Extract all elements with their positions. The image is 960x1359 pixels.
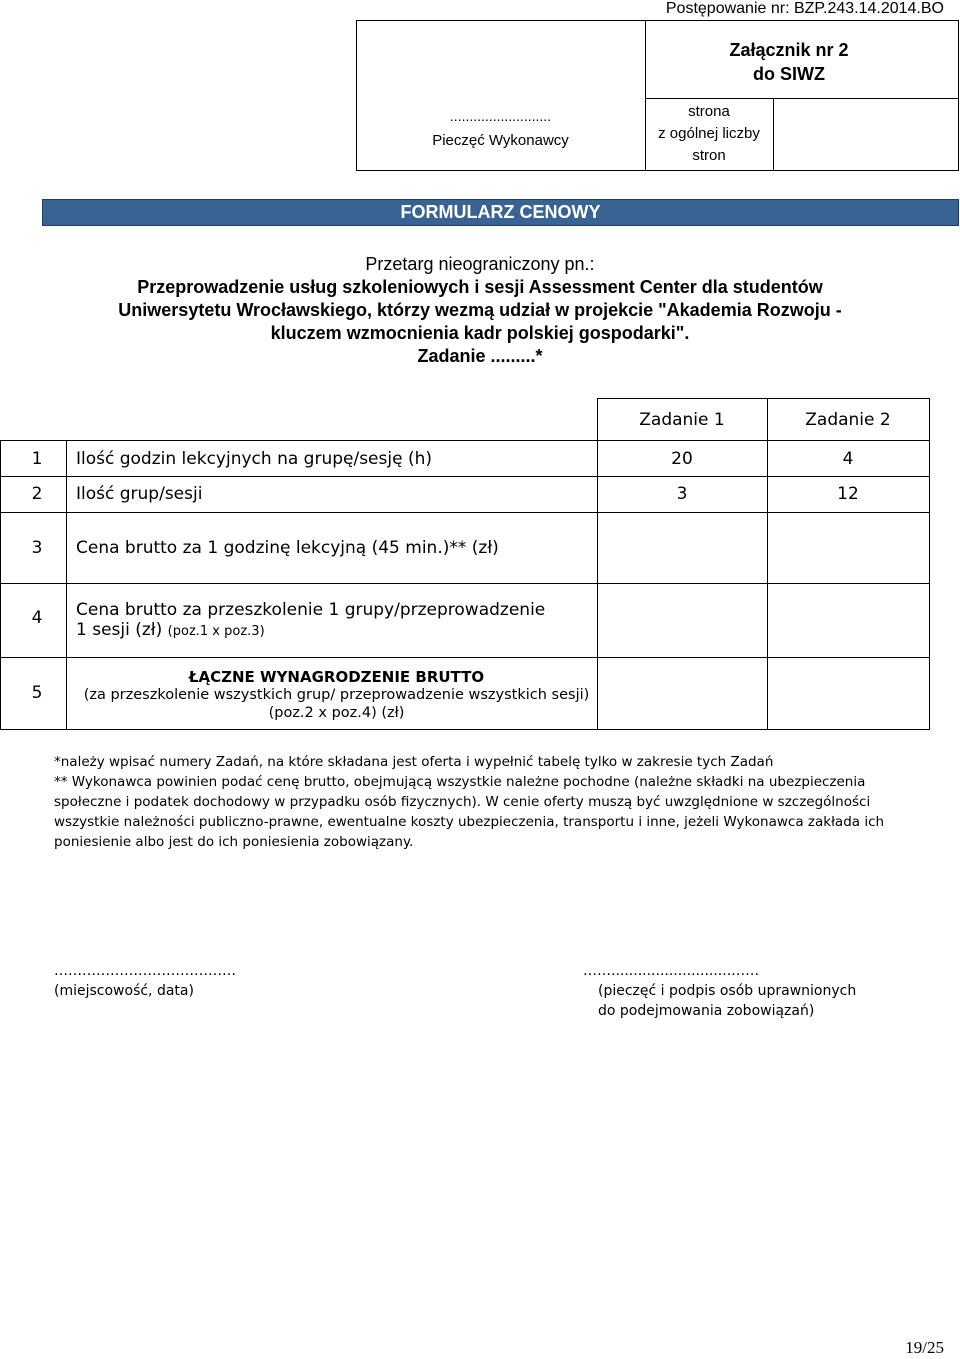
footnote-line: wszystkie należności publiczno-prawne, ewentualne koszty ubezpieczenia, transportu i inne, jeżeli Wykonawca zakłada ich <box>54 814 885 830</box>
header-divider <box>773 98 774 171</box>
row-value: 12 <box>837 484 859 504</box>
row-value: 20 <box>671 449 693 469</box>
case-number: Postępowanie nr: BZP.243.14.2014.BO <box>665 0 944 17</box>
row-label: Ilość godzin lekcyjnych na grupę/sesję (h) <box>76 449 432 469</box>
row-number: 5 <box>31 683 43 703</box>
footnote-line: społeczne i podatek dochodowy w przypadku osób fizycznych). W cenie oferty muszą być uwzględnione w szczególności <box>54 794 871 810</box>
row-label: Cena brutto za 1 godzinę lekcyjną (45 min.)** (zł) <box>76 538 499 558</box>
page-count-label <box>645 101 773 167</box>
tender-type: Przetarg nieograniczony pn.: <box>365 254 595 274</box>
row-formula: (poz.1 x poz.3) <box>167 624 265 639</box>
tender-subject-line: kluczem wzmocnienia kadr polskiej gospodarki". <box>270 323 690 343</box>
price-input-cell[interactable] <box>767 598 929 638</box>
price-input-cell[interactable] <box>767 538 929 568</box>
signature-label: do podejmowania zobowiązań) <box>598 1003 815 1019</box>
footnotes <box>54 752 949 852</box>
tender-subject-line: Uniwersytetu Wrocławskiego, którzy wezmą udział w projekcie "Akademia Rozwoju - <box>118 300 842 320</box>
row-label-line: (za przeszkolenie wszystkich grup/ przeprowadzenie wszystkich sesji) <box>83 687 590 703</box>
row-label-line: ŁĄCZNE WYNAGRODZENIE BRUTTO <box>188 668 485 686</box>
annex-line: do SIWZ <box>753 64 825 84</box>
stamp-label: Pieczęć Wykonawcy <box>432 132 569 149</box>
footnote: *należy wpisać numery Zadań, na które składana jest oferta i wypełnić tabelę tylko w zakresie tych Zadań <box>54 754 774 770</box>
price-input-cell[interactable] <box>767 670 929 720</box>
signature-label: (miejscowość, data) <box>54 983 194 999</box>
row-label-line: Cena brutto za przeszkolenie 1 grupy/przeprowadzenie <box>76 600 546 620</box>
row-number: 4 <box>31 608 43 628</box>
row-label <box>76 668 597 722</box>
row-label-text: 1 sesji (zł) <box>76 620 163 640</box>
row-number: 3 <box>31 538 43 558</box>
footnote-line: ** Wykonawca powinien podać cenę brutto, obejmującą wszystkie należne pochodne (należne składki na ubezpieczenia <box>54 774 866 790</box>
annex-title <box>645 38 933 86</box>
footnote-line: poniesienie albo jest do ich poniesienia zobowiązany. <box>54 834 414 850</box>
signature-line: ………………………………… <box>54 963 236 979</box>
page-number: 19/25 <box>905 1338 944 1357</box>
place-date-signature <box>54 961 236 1001</box>
column-header-task-1: Zadanie 1 <box>639 410 725 430</box>
row-value: 4 <box>842 449 854 469</box>
annex-line: Załącznik nr 2 <box>729 40 849 60</box>
price-input-cell[interactable] <box>597 670 767 720</box>
price-table <box>0 398 930 730</box>
row-number: 1 <box>31 449 43 469</box>
signature-label: (pieczęć i podpis osób uprawnionych <box>598 983 857 999</box>
column-header-task-2: Zadanie 2 <box>805 410 891 430</box>
page-label-line: strona <box>688 103 730 120</box>
stamp-dots: .......................... <box>449 108 552 124</box>
form-title-bar: FORMULARZ CENOWY <box>42 199 959 226</box>
row-label <box>76 600 545 642</box>
page-label-line: stron <box>692 147 726 164</box>
header-divider <box>645 98 959 99</box>
row-label: Ilość grup/sesji <box>76 484 203 504</box>
price-input-cell[interactable] <box>597 598 767 638</box>
row-label-line <box>76 620 545 642</box>
authorized-signature <box>583 961 856 1021</box>
page-label-line: z ogólnej liczby <box>658 125 760 142</box>
signature-line: ……...........................…… <box>583 963 760 979</box>
row-number: 2 <box>31 484 43 504</box>
row-value: 3 <box>676 484 688 504</box>
price-input-cell[interactable] <box>597 538 767 568</box>
tender-subject-line: Przeprowadzenie usług szkoleniowych i sesji Assessment Center dla studentów <box>137 277 823 297</box>
row-label-line: (poz.2 x poz.4) (zł) <box>268 705 405 721</box>
task-number-field: Zadanie .........* <box>417 346 543 366</box>
tender-description <box>0 253 960 368</box>
